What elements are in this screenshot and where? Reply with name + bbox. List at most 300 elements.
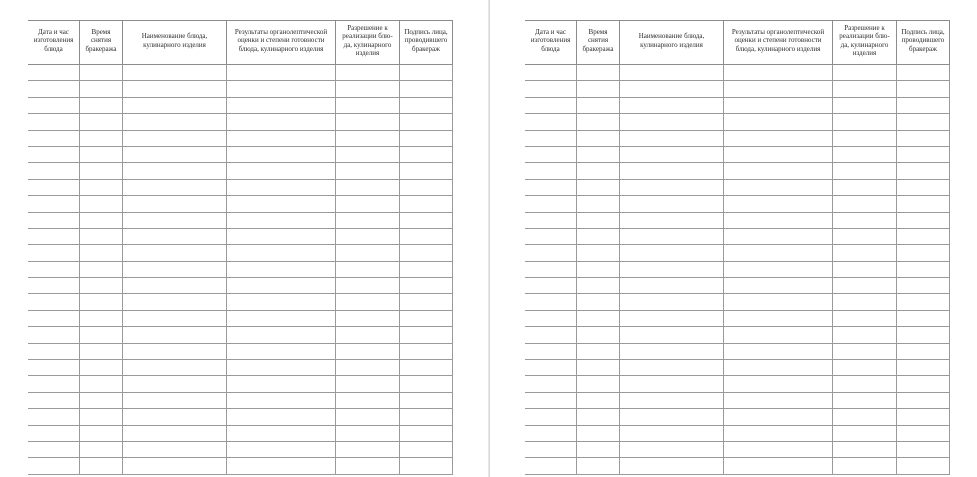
table-cell-evaluation-results [724, 114, 833, 129]
table-cell-date-time [525, 163, 577, 178]
table-row [28, 426, 453, 442]
table-row [28, 360, 453, 376]
table-cell-evaluation-results [724, 458, 833, 473]
table-cell-evaluation-results [227, 147, 336, 162]
header-text-line: Наименование блюда, [638, 32, 705, 41]
header-text-line: Наименование блюда, [141, 32, 208, 41]
brakerazh-table [525, 20, 950, 475]
table-cell-dish-name [620, 393, 724, 408]
table-cell-dish-name [620, 163, 724, 178]
table-cell-evaluation-results [724, 409, 833, 424]
table-cell-evaluation-results [724, 393, 833, 408]
table-cell-sale-permission [833, 327, 897, 342]
table-row [525, 458, 950, 474]
table-cell-evaluation-results [724, 196, 833, 211]
table-cell-sale-permission [833, 81, 897, 96]
header-text-line: Подпись лица, [404, 27, 448, 36]
table-cell-sale-permission [833, 229, 897, 244]
table-row [28, 114, 453, 130]
table-cell-evaluation-results [227, 131, 336, 146]
table-cell-sale-permission [336, 262, 400, 277]
header-text-line: Дата и час [38, 27, 69, 36]
table-cell-evaluation-results [227, 278, 336, 293]
table-cell-dish-name [123, 65, 227, 80]
right-page [490, 0, 977, 477]
table-cell-date-time [28, 114, 80, 129]
table-cell-removal-time [80, 180, 123, 195]
table-cell-signature [400, 114, 453, 129]
table-row [28, 163, 453, 179]
table-cell-dish-name [123, 245, 227, 260]
table-cell-removal-time [577, 344, 620, 359]
table-cell-removal-time [80, 163, 123, 178]
table-cell-removal-time [80, 376, 123, 391]
table-cell-dish-name [620, 376, 724, 391]
table-cell-date-time [28, 360, 80, 375]
table-cell-removal-time [577, 376, 620, 391]
table-cell-evaluation-results [724, 294, 833, 309]
table-row [525, 409, 950, 425]
table-cell-dish-name [620, 311, 724, 326]
table-cell-sale-permission [336, 245, 400, 260]
table-cell-sale-permission [336, 327, 400, 342]
table-cell-date-time [525, 327, 577, 342]
table-cell-sale-permission [833, 65, 897, 80]
table-cell-dish-name [620, 131, 724, 146]
table-cell-dish-name [123, 213, 227, 228]
table-row [28, 131, 453, 147]
table-cell-removal-time [80, 311, 123, 326]
table-cell-signature [400, 81, 453, 96]
table-cell-evaluation-results [724, 262, 833, 277]
table-cell-dish-name [123, 376, 227, 391]
table-cell-removal-time [577, 311, 620, 326]
table-cell-date-time [525, 344, 577, 359]
table-cell-dish-name [620, 327, 724, 342]
table-cell-dish-name [123, 458, 227, 473]
table-cell-evaluation-results [227, 426, 336, 441]
table-cell-sale-permission [336, 213, 400, 228]
table-cell-removal-time [577, 98, 620, 113]
table-row [525, 163, 950, 179]
table-cell-sale-permission [833, 311, 897, 326]
table-cell-dish-name [620, 196, 724, 211]
table-cell-dish-name [620, 360, 724, 375]
table-header-row [525, 21, 950, 65]
table-cell-removal-time [577, 163, 620, 178]
table-row [525, 131, 950, 147]
table-cell-evaluation-results [724, 229, 833, 244]
table-cell-removal-time [577, 426, 620, 441]
table-cell-signature [400, 262, 453, 277]
header-text-line: бракеража [582, 44, 614, 53]
table-cell-evaluation-results [724, 98, 833, 113]
table-cell-signature [897, 131, 950, 146]
table-row [525, 327, 950, 343]
table-cell-evaluation-results [227, 180, 336, 195]
table-cell-removal-time [80, 294, 123, 309]
table-cell-evaluation-results [227, 360, 336, 375]
table-cell-date-time [525, 196, 577, 211]
table-cell-removal-time [577, 196, 620, 211]
table-cell-evaluation-results [227, 376, 336, 391]
table-cell-removal-time [80, 262, 123, 277]
table-row [525, 196, 950, 212]
table-cell-dish-name [123, 294, 227, 309]
table-cell-signature [400, 163, 453, 178]
table-cell-signature [400, 245, 453, 260]
table-cell-evaluation-results [724, 311, 833, 326]
table-row [28, 327, 453, 343]
table-cell-removal-time [80, 147, 123, 162]
table-cell-sale-permission [336, 360, 400, 375]
table-cell-dish-name [123, 278, 227, 293]
table-row [28, 196, 453, 212]
header-text-line: проводившего [901, 36, 945, 45]
table-cell-removal-time [80, 442, 123, 457]
header-text-line: изделия [852, 48, 877, 57]
table-cell-date-time [28, 81, 80, 96]
table-cell-removal-time [80, 229, 123, 244]
table-cell-date-time [525, 409, 577, 424]
header-cell-signature [400, 21, 453, 64]
table-cell-removal-time [577, 81, 620, 96]
table-cell-dish-name [123, 442, 227, 457]
table-cell-date-time [28, 65, 80, 80]
table-row [525, 229, 950, 245]
table-cell-evaluation-results [724, 245, 833, 260]
table-cell-sale-permission [833, 376, 897, 391]
table-cell-signature [897, 442, 950, 457]
table-cell-sale-permission [336, 147, 400, 162]
table-row [28, 262, 453, 278]
brakerazh-table [28, 20, 453, 475]
header-text-line: снятия [587, 36, 609, 45]
table-cell-date-time [525, 262, 577, 277]
table-cell-evaluation-results [724, 163, 833, 178]
table-cell-date-time [525, 213, 577, 228]
table-cell-date-time [525, 426, 577, 441]
table-cell-removal-time [577, 409, 620, 424]
table-cell-sale-permission [336, 376, 400, 391]
table-cell-signature [897, 360, 950, 375]
table-row [525, 294, 950, 310]
table-row [525, 311, 950, 327]
table-cell-date-time [525, 98, 577, 113]
table-row [28, 98, 453, 114]
table-cell-signature [400, 344, 453, 359]
table-cell-evaluation-results [724, 327, 833, 342]
table-cell-dish-name [123, 180, 227, 195]
table-cell-removal-time [577, 131, 620, 146]
table-cell-evaluation-results [227, 442, 336, 457]
table-row [28, 213, 453, 229]
header-cell-evaluation-results [724, 21, 833, 64]
table-cell-evaluation-results [227, 294, 336, 309]
table-cell-sale-permission [833, 442, 897, 457]
table-cell-sale-permission [833, 458, 897, 473]
table-cell-sale-permission [833, 196, 897, 211]
table-row [525, 81, 950, 97]
table-cell-removal-time [80, 81, 123, 96]
table-cell-dish-name [620, 180, 724, 195]
table-row [28, 245, 453, 261]
table-cell-signature [897, 98, 950, 113]
table-cell-removal-time [577, 245, 620, 260]
table-cell-dish-name [123, 147, 227, 162]
table-cell-sale-permission [336, 344, 400, 359]
left-page [0, 0, 488, 477]
table-cell-dish-name [620, 262, 724, 277]
table-cell-evaluation-results [227, 262, 336, 277]
table-cell-signature [897, 426, 950, 441]
header-text-line: блюда [44, 44, 63, 53]
header-text-line: Разрешение к [347, 23, 388, 32]
table-cell-sale-permission [336, 409, 400, 424]
table-cell-signature [400, 327, 453, 342]
table-cell-date-time [525, 147, 577, 162]
header-text-line: Результаты органолептической [234, 27, 328, 36]
table-cell-signature [897, 278, 950, 293]
table-cell-sale-permission [336, 294, 400, 309]
table-cell-dish-name [620, 442, 724, 457]
table-cell-removal-time [80, 196, 123, 211]
table-row [525, 180, 950, 196]
table-row [28, 393, 453, 409]
table-cell-signature [897, 229, 950, 244]
table-cell-signature [897, 344, 950, 359]
table-cell-signature [897, 458, 950, 473]
table-cell-sale-permission [336, 311, 400, 326]
header-text-line: проводившего [404, 36, 448, 45]
table-row [28, 344, 453, 360]
table-cell-removal-time [577, 327, 620, 342]
table-cell-sale-permission [833, 262, 897, 277]
header-text-line: бракераж [412, 44, 440, 53]
table-cell-removal-time [577, 360, 620, 375]
header-cell-sale-permission [336, 21, 400, 64]
table-row [525, 376, 950, 392]
table-cell-removal-time [577, 278, 620, 293]
table-cell-signature [897, 393, 950, 408]
table-cell-sale-permission [833, 360, 897, 375]
header-text-line: реализации блю- [342, 32, 393, 41]
table-cell-evaluation-results [227, 327, 336, 342]
table-cell-dish-name [123, 311, 227, 326]
table-cell-evaluation-results [724, 278, 833, 293]
table-cell-signature [400, 376, 453, 391]
table-cell-signature [400, 409, 453, 424]
table-cell-signature [400, 311, 453, 326]
table-body [28, 65, 453, 475]
table-cell-dish-name [123, 327, 227, 342]
header-cell-removal-time [577, 21, 620, 64]
table-cell-dish-name [123, 163, 227, 178]
table-cell-evaluation-results [227, 311, 336, 326]
table-cell-evaluation-results [227, 213, 336, 228]
table-cell-dish-name [620, 245, 724, 260]
header-text-line: Время [91, 27, 111, 36]
table-cell-removal-time [80, 278, 123, 293]
table-cell-dish-name [123, 229, 227, 244]
table-cell-date-time [525, 81, 577, 96]
header-text-line: блюда, кулинарного изделия [735, 44, 821, 53]
table-cell-sale-permission [336, 442, 400, 457]
table-row [28, 409, 453, 425]
table-cell-date-time [28, 327, 80, 342]
table-cell-date-time [525, 458, 577, 473]
header-text-line: изготовления [33, 36, 74, 45]
header-text-line: кулинарного изделия [143, 40, 206, 49]
table-cell-removal-time [80, 213, 123, 228]
table-row [28, 376, 453, 392]
table-row [525, 360, 950, 376]
table-cell-date-time [525, 294, 577, 309]
table-cell-sale-permission [833, 147, 897, 162]
table-cell-sale-permission [336, 98, 400, 113]
table-cell-removal-time [80, 98, 123, 113]
table-cell-signature [400, 65, 453, 80]
table-cell-date-time [28, 163, 80, 178]
table-cell-sale-permission [336, 229, 400, 244]
table-cell-sale-permission [833, 163, 897, 178]
table-row [525, 147, 950, 163]
table-cell-removal-time [577, 393, 620, 408]
table-cell-date-time [28, 311, 80, 326]
table-row [525, 442, 950, 458]
table-cell-date-time [28, 376, 80, 391]
table-cell-date-time [525, 278, 577, 293]
table-cell-signature [400, 229, 453, 244]
table-cell-signature [897, 147, 950, 162]
table-cell-date-time [28, 131, 80, 146]
table-cell-dish-name [123, 360, 227, 375]
table-cell-signature [400, 360, 453, 375]
table-cell-sale-permission [833, 278, 897, 293]
table-cell-removal-time [80, 131, 123, 146]
table-cell-date-time [28, 426, 80, 441]
table-row [28, 147, 453, 163]
table-cell-evaluation-results [227, 344, 336, 359]
table-cell-removal-time [577, 262, 620, 277]
table-row [28, 311, 453, 327]
table-row [525, 262, 950, 278]
table-cell-sale-permission [336, 426, 400, 441]
table-cell-evaluation-results [227, 409, 336, 424]
table-cell-evaluation-results [227, 65, 336, 80]
table-cell-date-time [525, 245, 577, 260]
header-text-line: Подпись лица, [901, 27, 945, 36]
table-cell-date-time [525, 180, 577, 195]
table-row [28, 294, 453, 310]
table-cell-sale-permission [833, 213, 897, 228]
table-cell-sale-permission [336, 81, 400, 96]
table-cell-evaluation-results [724, 360, 833, 375]
table-cell-signature [400, 147, 453, 162]
table-cell-dish-name [620, 458, 724, 473]
table-row [525, 426, 950, 442]
table-cell-dish-name [123, 131, 227, 146]
table-cell-sale-permission [336, 114, 400, 129]
header-text-line: Разрешение к [844, 23, 885, 32]
table-cell-removal-time [577, 114, 620, 129]
table-cell-sale-permission [833, 180, 897, 195]
table-cell-date-time [28, 393, 80, 408]
table-cell-sale-permission [833, 409, 897, 424]
table-cell-evaluation-results [227, 114, 336, 129]
header-cell-date-time [525, 21, 577, 64]
header-text-line: Дата и час [535, 27, 566, 36]
table-row [525, 278, 950, 294]
table-cell-signature [400, 458, 453, 473]
header-text-line: кулинарного изделия [640, 40, 703, 49]
table-cell-evaluation-results [227, 245, 336, 260]
table-cell-signature [400, 393, 453, 408]
table-cell-signature [400, 180, 453, 195]
header-text-line: Результаты органолептической [731, 27, 825, 36]
table-cell-date-time [525, 360, 577, 375]
table-cell-dish-name [620, 114, 724, 129]
table-cell-dish-name [620, 213, 724, 228]
table-cell-evaluation-results [227, 229, 336, 244]
table-cell-removal-time [577, 442, 620, 457]
table-cell-evaluation-results [227, 81, 336, 96]
table-cell-sale-permission [833, 294, 897, 309]
table-cell-removal-time [80, 114, 123, 129]
table-cell-removal-time [577, 147, 620, 162]
table-cell-signature [897, 180, 950, 195]
table-cell-signature [400, 294, 453, 309]
table-row [28, 278, 453, 294]
table-header-row [28, 21, 453, 65]
table-cell-removal-time [80, 245, 123, 260]
table-cell-dish-name [123, 262, 227, 277]
table-cell-removal-time [80, 360, 123, 375]
table-row [525, 393, 950, 409]
table-cell-sale-permission [336, 196, 400, 211]
header-cell-signature [897, 21, 950, 64]
table-cell-date-time [28, 294, 80, 309]
table-row [525, 114, 950, 130]
table-cell-dish-name [620, 81, 724, 96]
table-cell-signature [897, 294, 950, 309]
header-text-line: Время [588, 27, 608, 36]
header-cell-evaluation-results [227, 21, 336, 64]
header-text-line: реализации блю- [839, 32, 890, 41]
table-cell-dish-name [123, 344, 227, 359]
table-cell-dish-name [123, 196, 227, 211]
table-cell-dish-name [123, 81, 227, 96]
table-row [525, 344, 950, 360]
table-cell-evaluation-results [724, 376, 833, 391]
table-cell-dish-name [123, 426, 227, 441]
table-cell-evaluation-results [724, 147, 833, 162]
table-cell-date-time [28, 458, 80, 473]
table-row [525, 213, 950, 229]
table-cell-sale-permission [336, 278, 400, 293]
table-cell-sale-permission [336, 458, 400, 473]
table-cell-removal-time [577, 458, 620, 473]
table-row [28, 458, 453, 474]
table-cell-date-time [28, 147, 80, 162]
table-cell-removal-time [577, 294, 620, 309]
table-cell-date-time [525, 131, 577, 146]
table-cell-removal-time [80, 65, 123, 80]
table-row [28, 81, 453, 97]
table-cell-dish-name [123, 114, 227, 129]
table-cell-evaluation-results [724, 442, 833, 457]
header-text-line: блюда [541, 44, 560, 53]
